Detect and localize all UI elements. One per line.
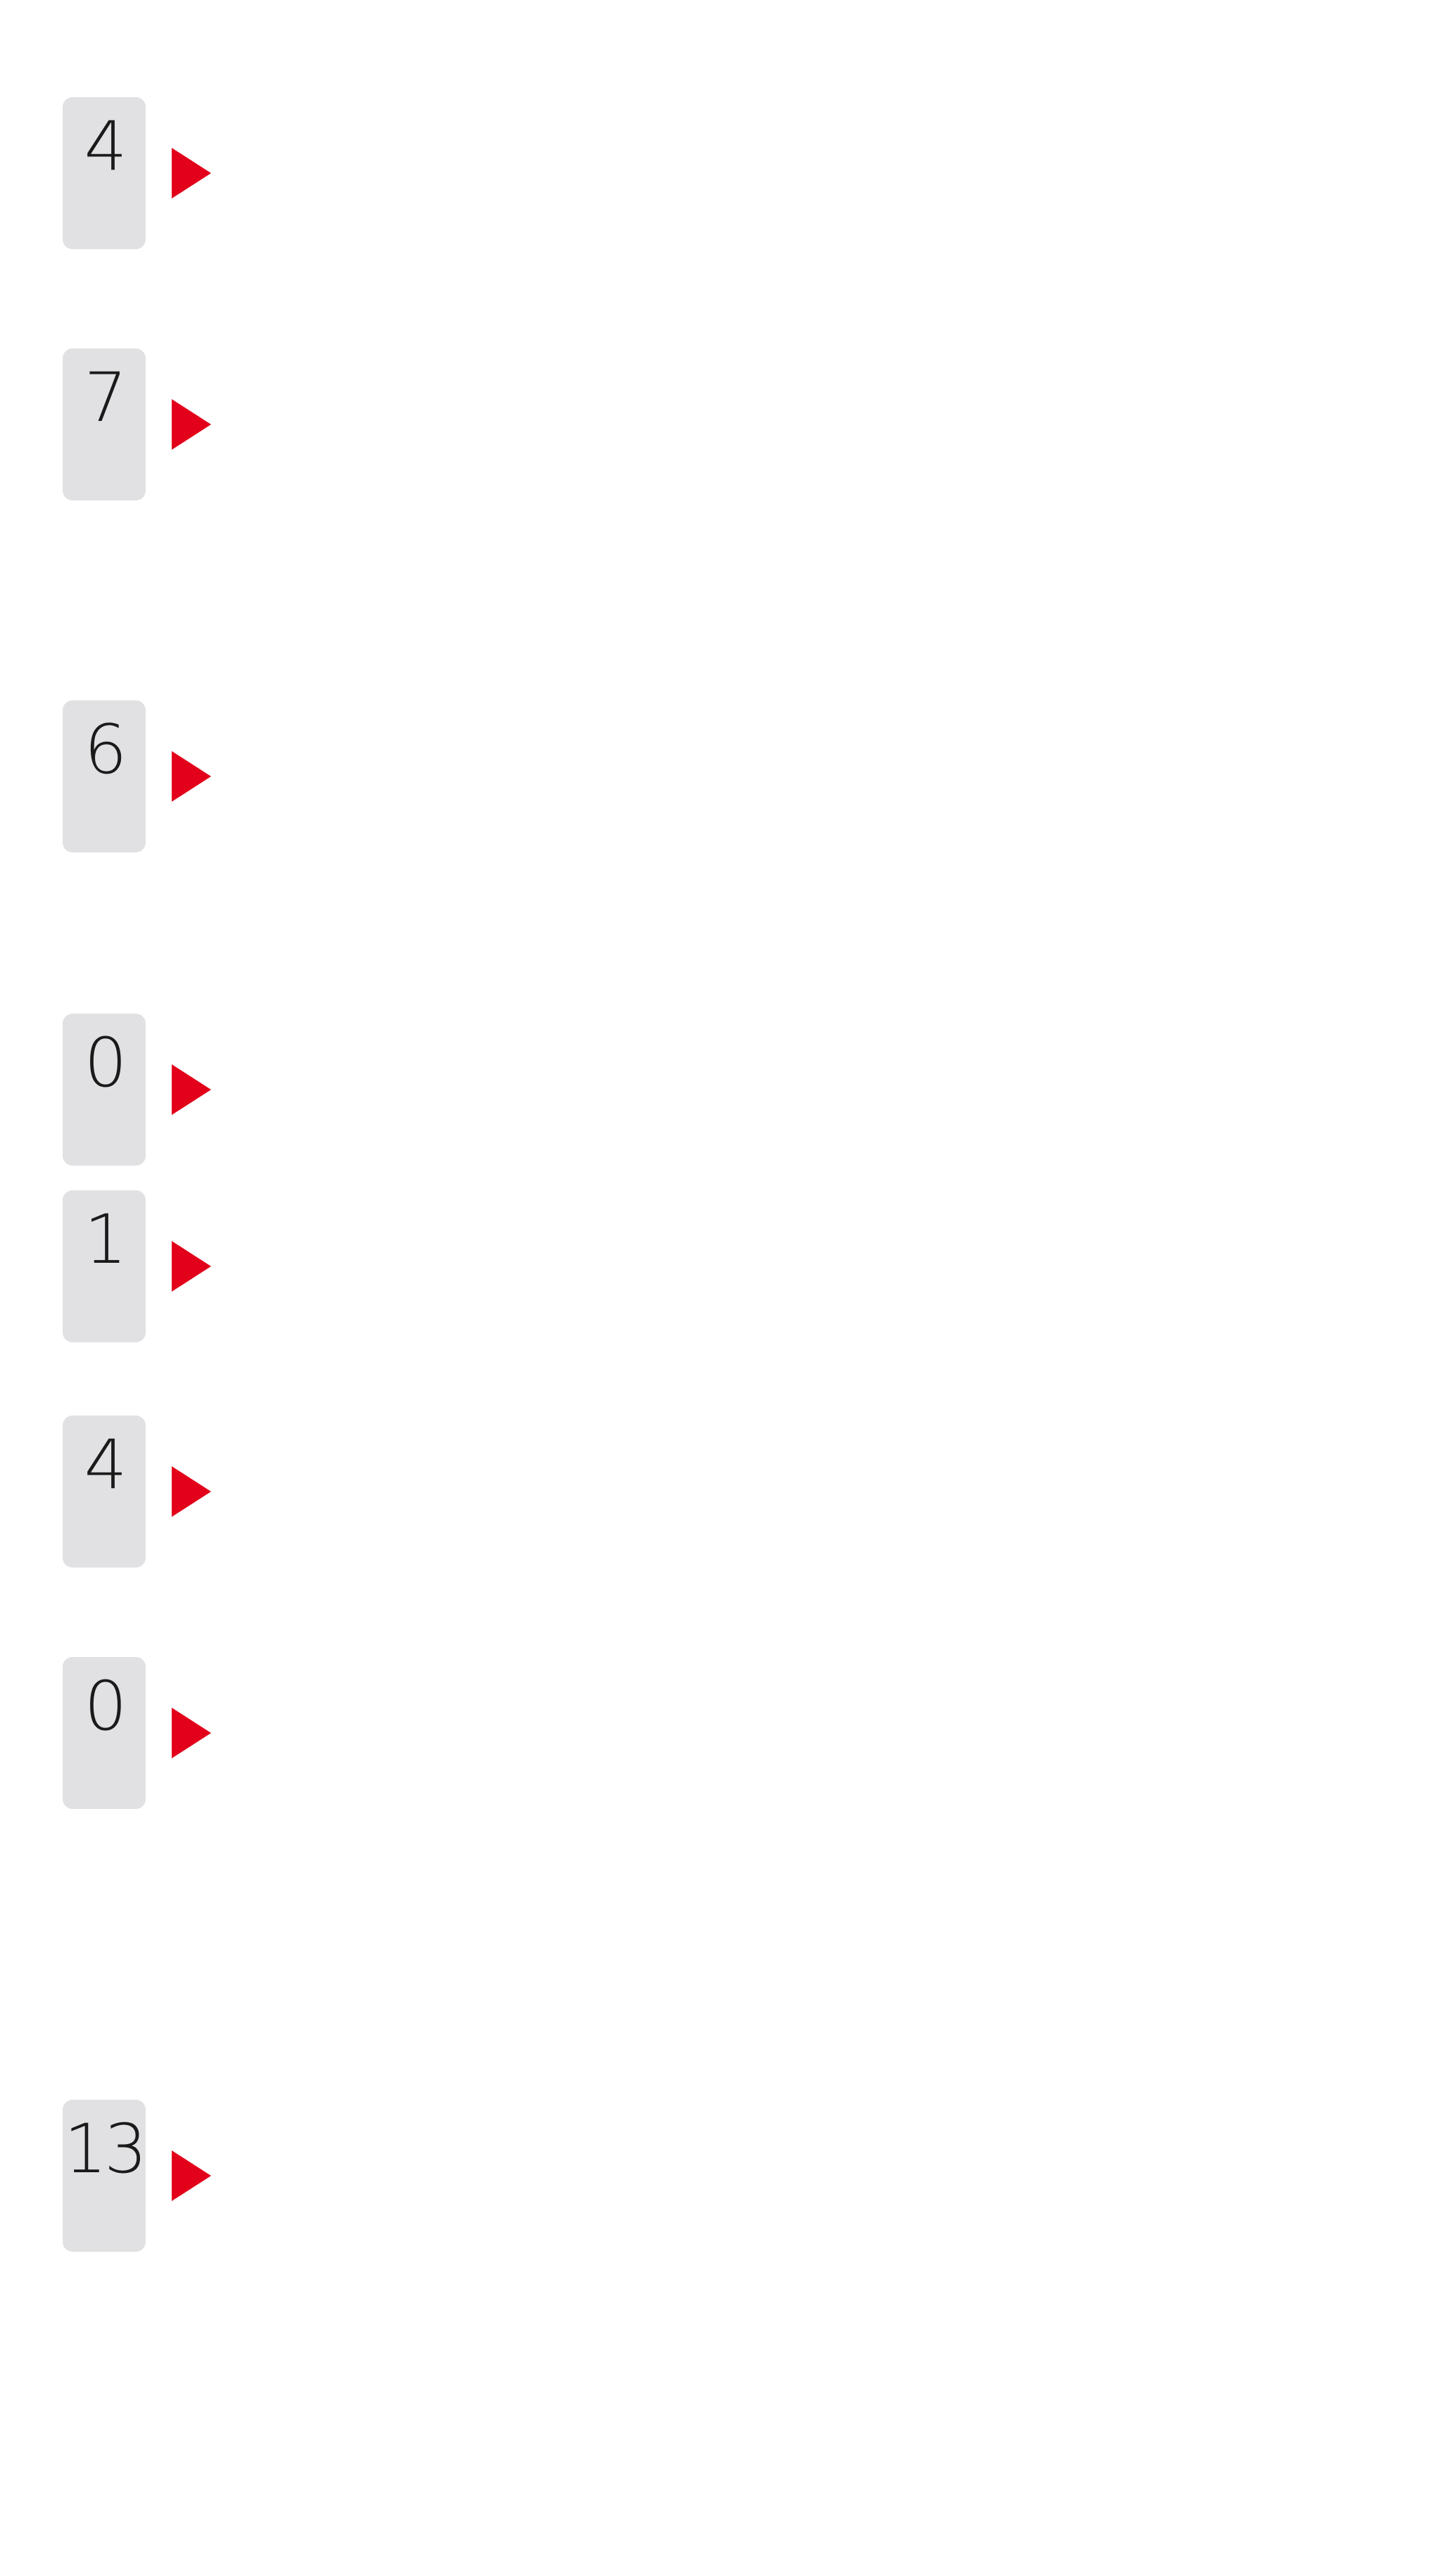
triangle-right-icon[interactable] — [172, 1064, 211, 1115]
triangle-right-icon[interactable] — [172, 399, 211, 450]
counter-row-5[interactable] — [63, 1190, 232, 1342]
count-badge: 13 — [63, 2100, 146, 2252]
count-badge: 0 — [63, 1014, 146, 1166]
count-badge: 4 — [63, 97, 146, 249]
triangle-right-icon[interactable] — [172, 1708, 211, 1758]
count-badge: 1 — [63, 1190, 146, 1342]
triangle-right-icon[interactable] — [172, 1466, 211, 1517]
counter-row-1[interactable] — [63, 97, 232, 249]
triangle-right-icon[interactable] — [172, 148, 211, 198]
counter-row-2[interactable] — [63, 348, 232, 500]
count-badge: 0 — [63, 1657, 146, 1809]
count-badge: 4 — [63, 1416, 146, 1568]
counter-row-3[interactable] — [63, 700, 232, 852]
counter-row-4[interactable] — [63, 1014, 232, 1166]
triangle-right-icon[interactable] — [172, 751, 211, 802]
counter-row-7[interactable] — [63, 1657, 232, 1809]
counter-row-8[interactable] — [63, 2100, 232, 2252]
count-badge: 6 — [63, 700, 146, 852]
triangle-right-icon[interactable] — [172, 2150, 211, 2201]
triangle-right-icon[interactable] — [172, 1241, 211, 1292]
counter-row-6[interactable] — [63, 1416, 232, 1568]
count-badge: 7 — [63, 348, 146, 500]
